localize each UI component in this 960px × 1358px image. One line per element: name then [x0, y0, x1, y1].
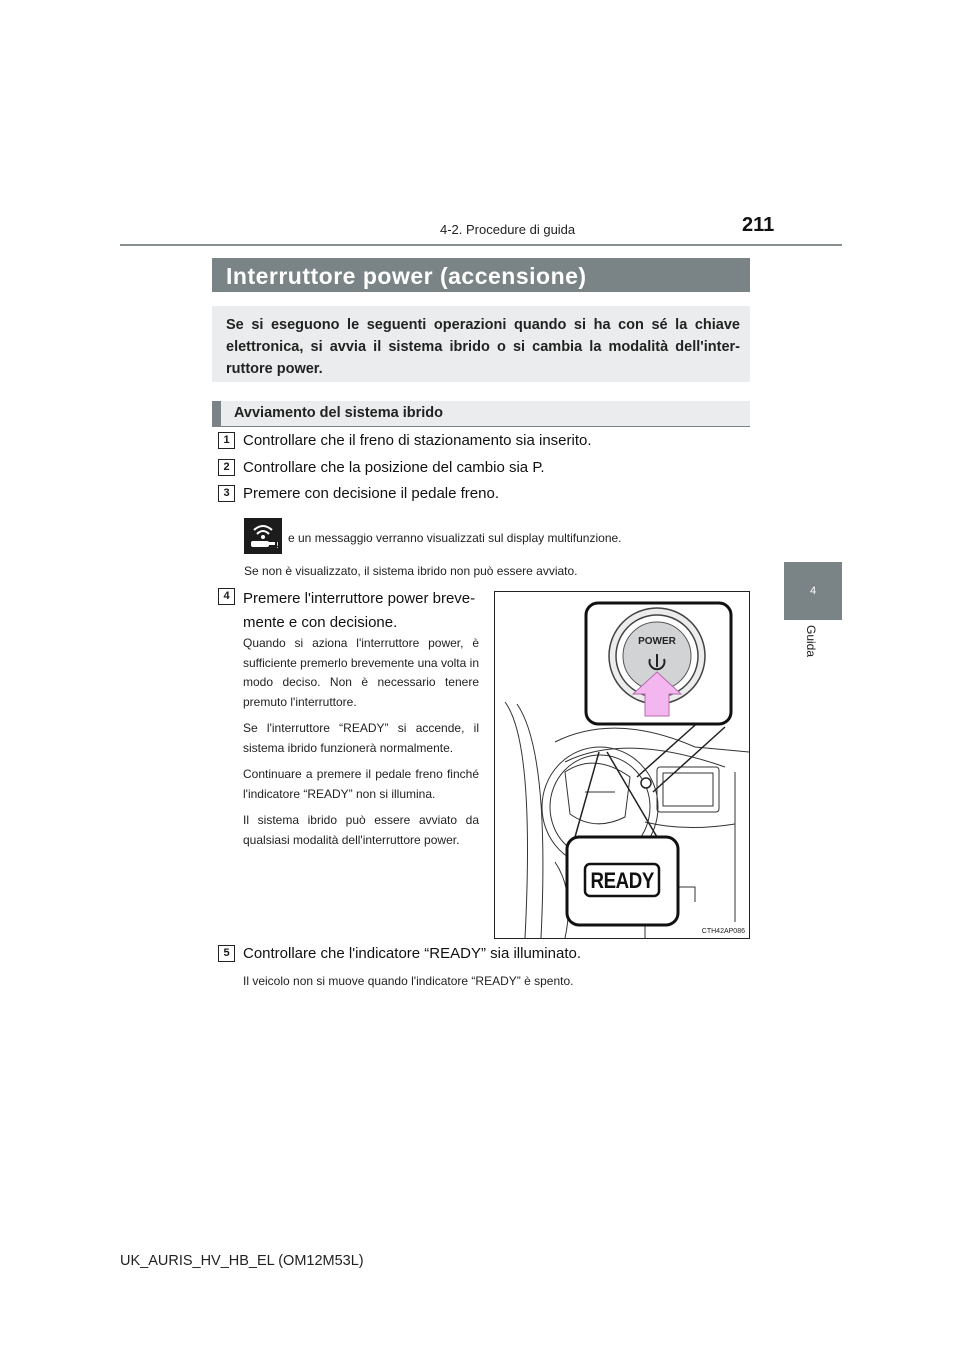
dashboard-illustration	[494, 591, 750, 939]
smart-key-warning-icon	[244, 518, 282, 554]
step-text: Premere con decisione il pedale freno.	[243, 485, 499, 502]
icon-note: e un messaggio verranno visualizzati sul display multifunzione.	[288, 531, 622, 545]
step-text-line: mente e con decisione.	[243, 614, 398, 631]
page-title: Interruttore power (accensione)	[226, 263, 587, 289]
ready-indicator-label: READY	[590, 868, 654, 893]
step4-note: Continuare a premere il pedale freno finché l'indicatore “READY” non si illumina.	[243, 767, 479, 801]
step-number: 3	[218, 485, 235, 502]
intro-text: Se si eseguono le seguenti operazioni quando si ha con sé la chiave elettronica, si avvia il sistema ibrido o si cambia la modalità dell'interruttore power.	[226, 317, 740, 377]
step-text	[243, 587, 475, 635]
step-number: 5	[218, 945, 235, 962]
step-number: 2	[218, 459, 235, 476]
chapter-tab	[784, 562, 842, 620]
intro-box	[212, 306, 750, 382]
step4-note: Se l'interruttore “READY” si accende, il sistema ibrido funzionerà normalmente.	[243, 721, 479, 755]
step-text: Controllare che l'indicatore “READY” sia illuminato.	[243, 945, 581, 962]
step-text-line: Premere l'interruttore power breve-	[243, 590, 476, 607]
chapter-number: 4	[809, 585, 817, 597]
chapter-label: Guida	[804, 625, 818, 658]
header-rule	[120, 244, 842, 246]
page-number: 211	[742, 214, 775, 236]
step-text: Controllare che il freno di stazionamento sia inserito.	[243, 432, 592, 449]
step-text: Controllare che la posizione del cambio sia P.	[243, 459, 545, 476]
subheading: Avviamento del sistema ibrido	[234, 405, 443, 421]
step4-note: Il sistema ibrido può essere avviato da qualsiasi modalità dell'interruttore power.	[243, 813, 479, 847]
step5-note: Il veicolo non si muove quando l'indicatore “READY” è spento.	[243, 974, 574, 988]
step-number: 4	[218, 588, 235, 605]
document-footer: UK_AURIS_HV_HB_EL (OM12M53L)	[120, 1253, 364, 1269]
step4-note: Quando si aziona l'interruttore power, è sufficiente premerlo brevemente una volta in modo deciso. Non è necessario tenere premuto l'interruttore.	[243, 636, 479, 709]
step4-note-list	[243, 634, 479, 850]
subheading-bar	[212, 401, 750, 427]
power-button-label: POWER	[638, 636, 676, 647]
page-title-bar	[212, 258, 750, 292]
step-number: 1	[218, 432, 235, 449]
illustration-code: CTH42AP086	[701, 928, 745, 935]
svg-text:!: !	[276, 541, 280, 550]
subheading-rule	[212, 426, 750, 427]
step3-note: Se non è visualizzato, il sistema ibrido non può essere avviato.	[244, 564, 578, 578]
section-reference: 4-2. Procedure di guida	[440, 222, 576, 237]
